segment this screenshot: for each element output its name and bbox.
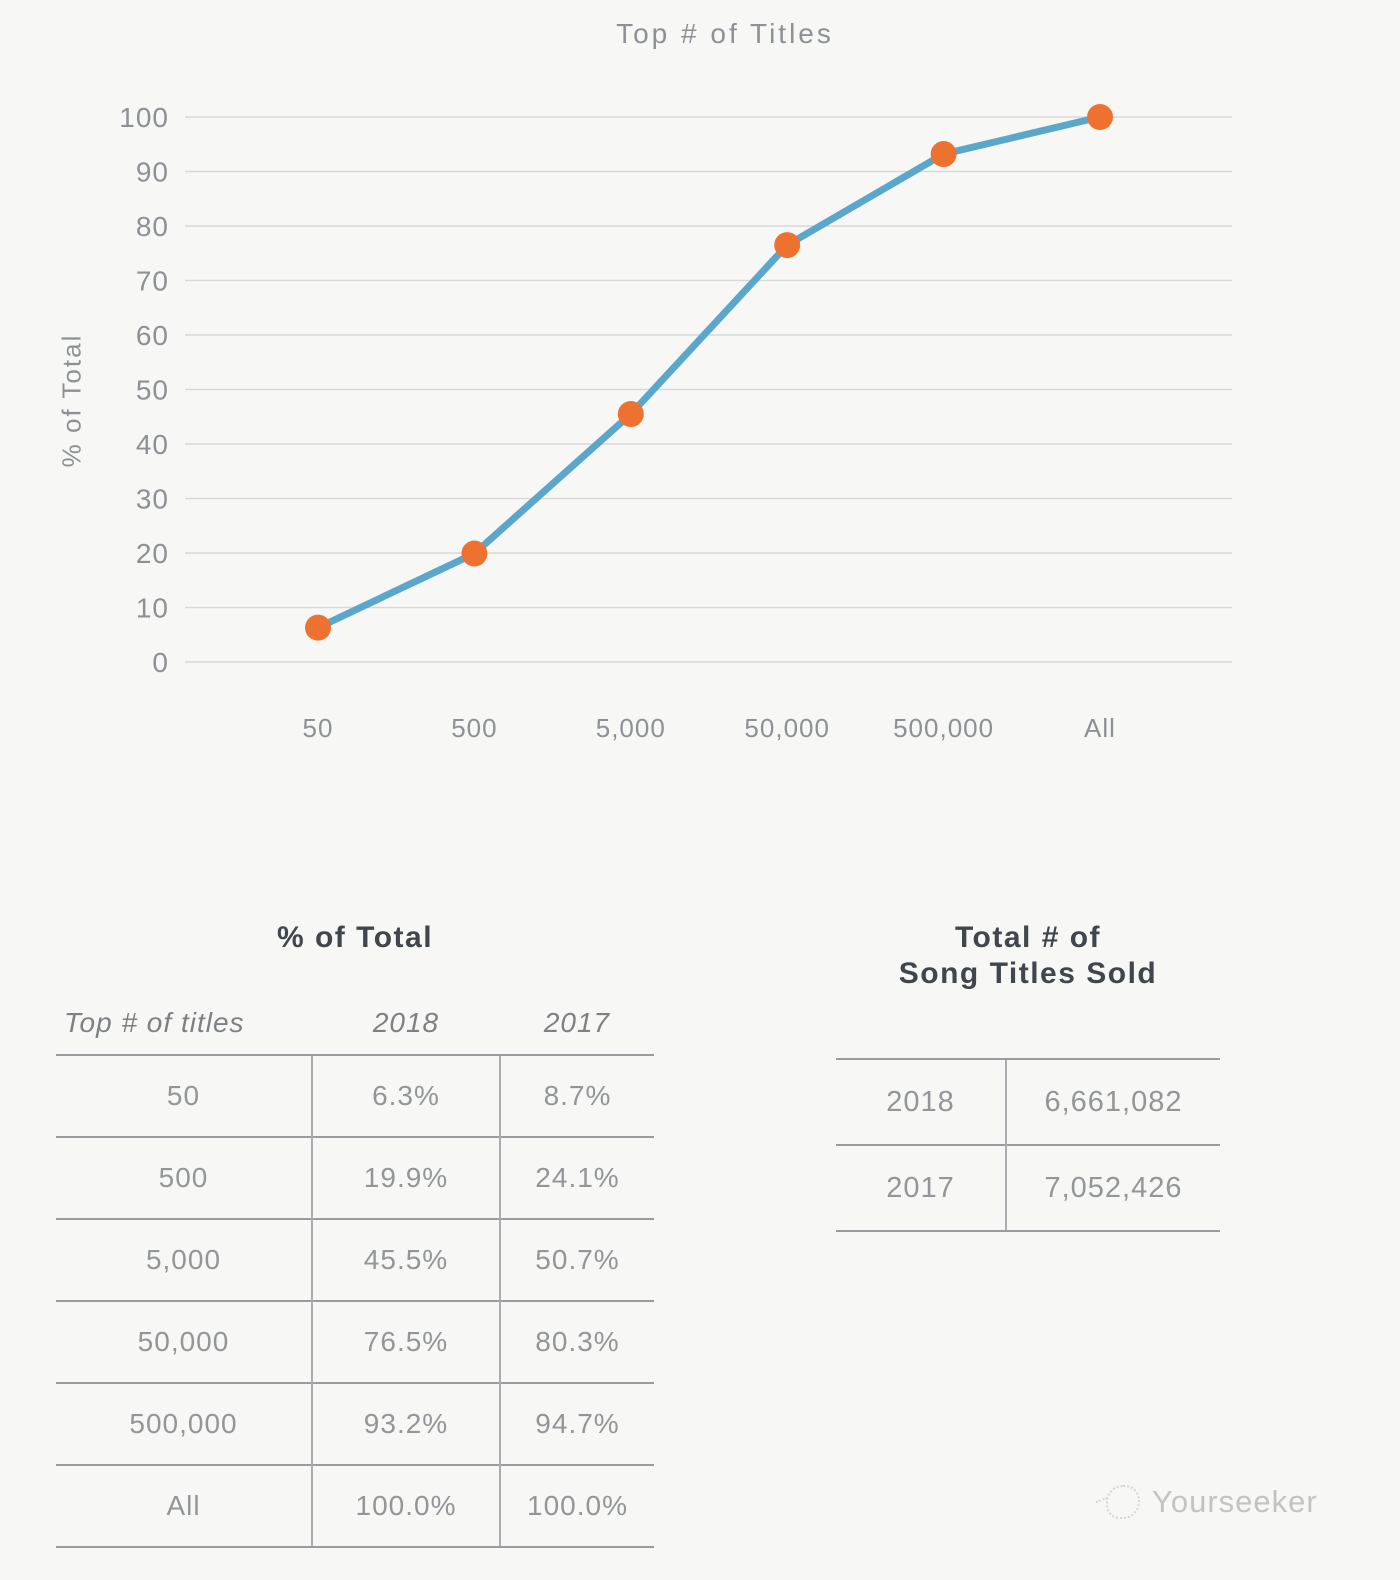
table-cell: 50.7% — [500, 1219, 654, 1301]
table-cell: 24.1% — [500, 1137, 654, 1219]
totals-year-cell: 2017 — [836, 1145, 1006, 1231]
totals-table-section — [836, 920, 1220, 1240]
y-tick-label: 10 — [135, 592, 169, 624]
table-cell: 50,000 — [56, 1301, 312, 1383]
y-tick-label: 60 — [135, 320, 169, 351]
table-row — [836, 1145, 1220, 1231]
table-cell: 50 — [56, 1055, 312, 1137]
totals-value-cell: 7,052,426 — [1006, 1145, 1220, 1231]
table-row — [56, 1383, 654, 1465]
x-tick-label: 50,000 — [744, 713, 830, 743]
table-cell: 76.5% — [312, 1301, 500, 1383]
y-tick-label: 0 — [152, 647, 169, 678]
data-point-marker — [774, 232, 800, 258]
data-point-marker — [1087, 104, 1113, 130]
watermark — [1106, 1484, 1318, 1520]
y-tick-label: 40 — [135, 429, 169, 460]
percent-table-header-row — [56, 992, 654, 1055]
x-tick-label: 5,000 — [595, 713, 666, 743]
table-cell: 45.5% — [312, 1219, 500, 1301]
column-header-2017: 2017 — [543, 1007, 611, 1038]
table-cell: 100.0% — [312, 1465, 500, 1547]
table-row — [56, 1055, 654, 1137]
totals-table-title-line1: Total # of — [954, 921, 1102, 954]
x-tick-label: 50 — [302, 713, 334, 743]
table-cell: 500,000 — [56, 1383, 312, 1465]
percent-of-total-table-section — [56, 920, 654, 1548]
y-axis-title: % of Total — [56, 333, 87, 468]
chart-title: Top # of Titles — [616, 18, 834, 49]
table-cell: 6.3% — [312, 1055, 500, 1137]
y-tick-label: 20 — [135, 538, 169, 569]
column-header-top-titles: Top # of titles — [64, 1007, 245, 1038]
y-tick-label: 50 — [135, 374, 169, 406]
table-cell: 93.2% — [312, 1383, 500, 1465]
data-point-marker — [305, 615, 331, 641]
table-cell: All — [56, 1465, 312, 1547]
table-cell: 8.7% — [500, 1055, 654, 1137]
y-tick-label: 90 — [135, 156, 169, 188]
table-cell: 94.7% — [500, 1383, 654, 1465]
totals-year-cell: 2018 — [836, 1059, 1006, 1145]
watermark-label: Yourseeker — [1152, 1484, 1318, 1519]
data-point-marker — [618, 401, 644, 427]
percent-table — [56, 992, 654, 1548]
table-cell: 80.3% — [500, 1301, 654, 1383]
table-row — [56, 1301, 654, 1383]
x-tick-label: 500,000 — [893, 713, 995, 743]
y-tick-label: 100 — [119, 102, 169, 133]
table-cell: 19.9% — [312, 1137, 500, 1219]
y-tick-label: 30 — [135, 483, 169, 515]
data-line — [318, 117, 1100, 628]
y-tick-label: 70 — [135, 265, 169, 297]
totals-value-cell: 6,661,082 — [1006, 1059, 1220, 1145]
totals-table-title-line2: Song Titles Sold — [898, 957, 1158, 990]
table-row — [56, 1137, 654, 1219]
column-header-2018: 2018 — [372, 1007, 440, 1038]
totals-table-title — [836, 920, 1220, 992]
yourseeker-logo-icon — [1106, 1485, 1140, 1519]
table-row — [836, 1059, 1220, 1145]
x-tick-label: 500 — [451, 713, 498, 743]
table-cell: 100.0% — [500, 1465, 654, 1547]
table-row — [56, 1219, 654, 1301]
x-tick-label: All — [1084, 713, 1116, 743]
percent-table-title: % of Total — [276, 921, 434, 954]
totals-table — [836, 1058, 1220, 1232]
data-point-marker — [461, 541, 487, 567]
table-cell: 5,000 — [56, 1219, 312, 1301]
data-point-marker — [931, 141, 957, 167]
table-row — [56, 1465, 654, 1547]
percent-table-body — [56, 1055, 654, 1547]
y-tick-label: 80 — [135, 211, 169, 242]
table-cell: 500 — [56, 1137, 312, 1219]
